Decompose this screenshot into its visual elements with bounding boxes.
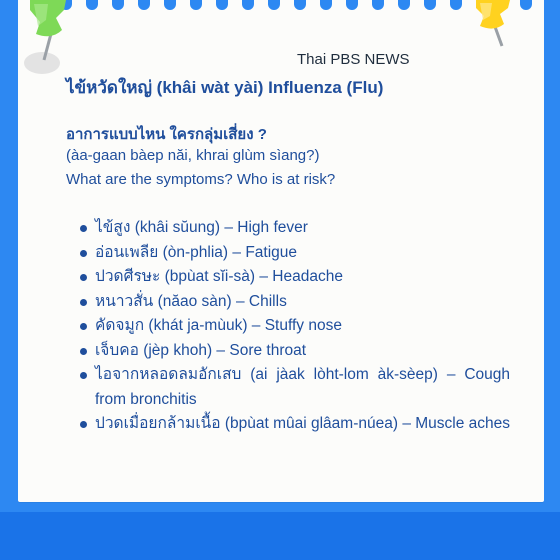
news-source-label: Thai PBS NEWS <box>297 51 410 68</box>
binding-hole <box>190 0 202 10</box>
question-thai: อาการแบบไหน ใครกลุ่มเสี่ยง ? <box>66 126 267 143</box>
list-item <box>78 241 510 266</box>
binding-hole <box>242 0 254 10</box>
binding-hole <box>424 0 436 10</box>
bullet-icon <box>80 225 87 232</box>
symptom-text: ปวดศีรษะ (bpùat sĭi-sà) – Headache <box>95 268 343 285</box>
pushpin-green-icon <box>22 0 82 85</box>
binding-hole <box>164 0 176 10</box>
list-item <box>78 363 510 412</box>
symptom-list <box>78 216 510 437</box>
bullet-icon <box>80 299 87 306</box>
binding-hole <box>398 0 410 10</box>
list-item <box>78 265 510 290</box>
bullet-icon <box>80 323 87 330</box>
symptom-text: ไข้สูง (khâi sŭung) – High fever <box>95 219 308 236</box>
binding-hole <box>86 0 98 10</box>
question-english: What are the symptoms? Who is at risk? <box>66 171 336 188</box>
binding-hole <box>294 0 306 10</box>
bullet-icon <box>80 274 87 281</box>
binding-hole <box>450 0 462 10</box>
page-title: ไข้หวัดใหญ่ (khâi wàt yài) Influenza (Flu) <box>66 78 384 97</box>
symptom-text: ไอจากหลอดลมอักเสบ (ai jàak lòht-lom àk-sèep) – Cough from bronchitis <box>95 366 510 408</box>
list-item <box>78 339 510 364</box>
binding-hole <box>268 0 280 10</box>
symptom-text: อ่อนเพลีย (òn-phlia) – Fatigue <box>95 243 298 261</box>
binding-hole <box>216 0 228 10</box>
symptom-text: เจ็บคอ (jèp khoh) – Sore throat <box>95 341 307 359</box>
symptom-text: ปวดเมื่อยกล้ามเนื้อ (bpùat mûai glâam-núea) – Muscle aches <box>95 415 511 432</box>
list-item <box>78 216 510 241</box>
bullet-icon <box>80 421 87 428</box>
binding-hole <box>112 0 124 10</box>
question-transliteration: (àa-gaan bàep năi, khrai glùm sìang?) <box>66 147 320 164</box>
bullet-icon <box>80 372 87 379</box>
list-item <box>78 412 510 437</box>
binding-hole <box>320 0 332 10</box>
symptom-text: คัดจมูก (khát ja-mùuk) – Stuffy nose <box>95 317 342 334</box>
binding-hole <box>346 0 358 10</box>
bullet-icon <box>80 348 87 355</box>
list-item <box>78 290 510 315</box>
symptom-text: หนาวสั่น (năao sàn) – Chills <box>95 292 287 310</box>
pushpin-yellow-icon <box>470 0 530 75</box>
bullet-icon <box>80 250 87 257</box>
list-item <box>78 314 510 339</box>
binding-hole <box>138 0 150 10</box>
binding-hole <box>372 0 384 10</box>
